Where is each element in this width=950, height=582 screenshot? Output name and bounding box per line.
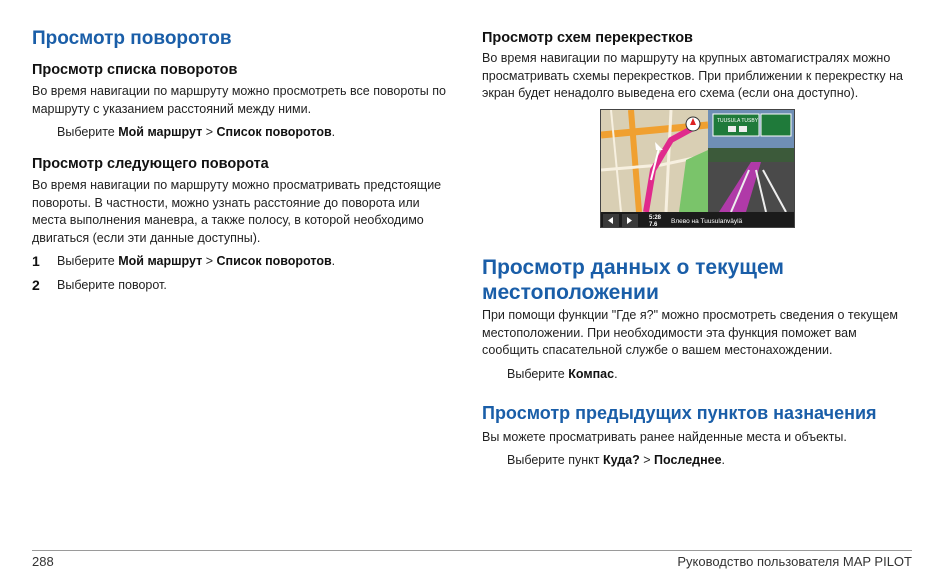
sign-text: TUUSULA TUSBY	[717, 118, 759, 124]
instruction-turn-list: Выберите Мой маршрут > Список поворотов.	[57, 125, 336, 139]
step-number-1: 1	[32, 253, 40, 269]
paragraph-turn-list: Во время навигации по маршруту можно просмотреть все повороты по маршруту с указанием расстояний между ними.	[32, 84, 446, 116]
step-1-text: Выберите Мой маршрут > Список поворотов.	[57, 254, 336, 268]
manual-title: Руководство пользователя MAP PILOT	[677, 554, 912, 569]
heading-current-location-line1: Просмотр данных о текущем	[482, 256, 784, 279]
paragraph-current-location: При помощи функции "Где я?" можно просмотреть сведения о текущем местоположении. При необходимости эта функция поможет вам сообщить спасательной службе о вашем местонахождении.	[482, 308, 899, 357]
junction-view-graphic	[601, 110, 795, 228]
instruction-recent: Выберите пункт Куда? > Последнее.	[507, 453, 726, 467]
instruction-compass: Выберите Компас.	[507, 367, 618, 381]
page-number: 288	[32, 554, 54, 569]
next-street: Влево на Tuusulanväylä	[671, 218, 743, 225]
footer-divider	[32, 550, 912, 551]
heading-current-location-line2: местоположении	[482, 281, 659, 304]
heading-recent-destinations: Просмотр предыдущих пунктов назначения	[482, 403, 877, 423]
section-title-turns: Просмотр поворотов	[32, 28, 232, 49]
eta-time: 5:28	[649, 215, 662, 221]
paragraph-next-turn: Во время навигации по маршруту можно просматривать предстоящие повороты. В частности, можно узнать расстояние до поворота или места выполнения маневра, а также полосу, в которой необходимо двигаться (если эти данные доступны).	[32, 178, 442, 245]
step-number-2: 2	[32, 277, 40, 293]
paragraph-recent-destinations: Вы можете просматривать ранее найденные места и объекты.	[482, 430, 847, 444]
heading-next-turn: Просмотр следующего поворота	[32, 156, 269, 172]
distance: 7.6	[649, 222, 658, 228]
junction-view-screenshot	[600, 109, 795, 228]
heading-junction-view: Просмотр схем перекрестков	[482, 30, 693, 46]
step-2-text: Выберите поворот.	[57, 278, 167, 292]
paragraph-junction-view: Во время навигации по маршруту на крупных автомагистралях можно просматривать схемы перекрестков. При приближении к перекрестку на экран будет ненадолго выведена его схема (если она доступно).	[482, 51, 903, 100]
heading-turn-list: Просмотр списка поворотов	[32, 62, 238, 78]
